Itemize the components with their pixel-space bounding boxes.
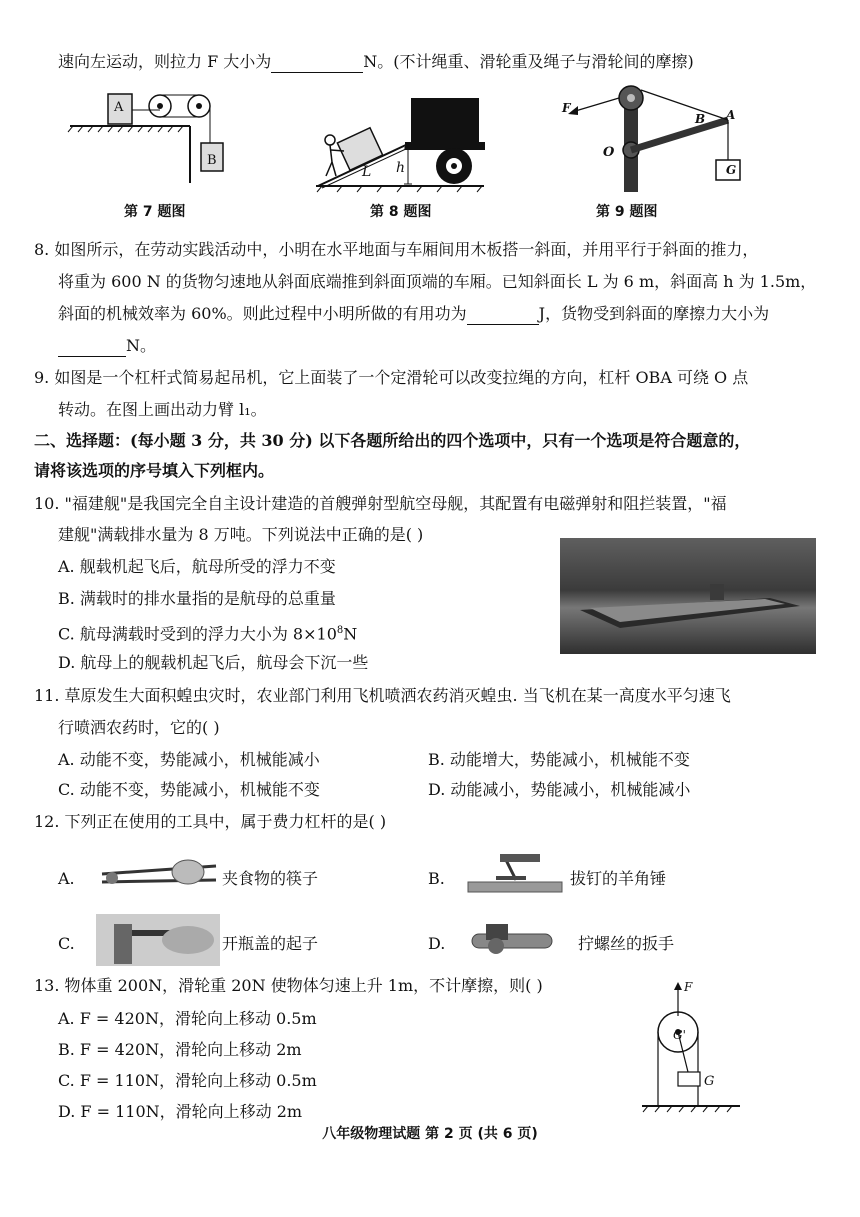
q12-option-b-letter[interactable]: B.	[428, 869, 445, 888]
q11-option-b[interactable]: B. 动能增大，势能减小，机械能不变	[428, 750, 690, 769]
q12-option-d-text: 拧螺丝的扳手	[578, 934, 675, 953]
claw-hammer-image	[466, 850, 564, 896]
figure-8-incline-truck-diagram	[308, 96, 488, 194]
q8-line-3: 斜面的机械效率为 60%。则此过程中小明所做的有用功为 J，货物受到斜面的摩擦力大小为	[58, 304, 770, 323]
q13-stem: 13. 物体重 200N，滑轮重 20N 使物体匀速上升 1m，不计摩擦，则( )	[34, 976, 543, 995]
figure-13-movable-pulley	[640, 982, 750, 1118]
fig8-label-h: h	[396, 160, 406, 176]
q10-line-2: 建舰"满载排水量为 8 万吨。下列说法中正确的是( )	[58, 525, 424, 544]
fig13-label-g-pulley: G'	[673, 1028, 686, 1042]
aircraft-carrier-photo	[560, 538, 816, 654]
section-2-heading: 二、选择题：(每小题 3 分，共 30 分) 以下各题所给出的四个选项中，只有一个选项是符合题意的，	[34, 431, 751, 450]
section-2-instruction: 请将该选项的序号填入下列框内。	[34, 461, 275, 480]
page-footer: 八年级物理试题 第 2 页 (共 6 页)	[322, 1126, 538, 1142]
fig7-label-a: A	[114, 100, 124, 115]
q13-option-b[interactable]: B. F = 420N，滑轮向上移动 2m	[58, 1040, 302, 1059]
q8-friction-blank[interactable]	[58, 340, 126, 357]
q10-option-a[interactable]: A. 舰载机起飞后，航母所受的浮力不变	[58, 557, 336, 576]
fig13-label-f: F	[684, 980, 693, 994]
q12-option-d-letter[interactable]: D.	[428, 934, 446, 953]
q10-option-d[interactable]: D. 航母上的舰载机起飞后，航母会下沉一些	[58, 653, 369, 672]
q11-option-c[interactable]: C. 动能不变，势能减小，机械能不变	[58, 780, 320, 799]
fig9-label-g: G	[726, 163, 737, 177]
fig9-caption: 第 9 题图	[596, 204, 658, 220]
fig9-label-b: B	[695, 112, 706, 126]
fig9-label-f: F	[562, 101, 571, 115]
q12-option-c-text: 开瓶盖的起子	[222, 934, 319, 953]
q8-line-1: 8. 如图所示，在劳动实践活动中，小明在水平地面与车厢间用木板搭一斜面，并用平行于斜面的推力，	[34, 240, 759, 259]
q7-tail-line: 速向左运动，则拉力 F 大小为 N。(不计绳重、滑轮重及绳子与滑轮间的摩擦)	[58, 52, 694, 71]
q8-line-4: N。	[58, 335, 156, 357]
q11-line-1: 11. 草原发生大面积蝗虫灾时，农业部门利用飞机喷洒农药消灭蝗虫. 当飞机在某一高度水平匀速飞	[34, 686, 731, 705]
q10-option-c[interactable]: C. 航母满载时受到的浮力大小为 $8\times 10^8N$	[58, 624, 358, 644]
q12-stem: 12. 下列正在使用的工具中，属于费力杠杆的是( )	[34, 812, 387, 831]
q13-option-a[interactable]: A. F = 420N，滑轮向上移动 0.5m	[58, 1009, 317, 1028]
q13-option-d[interactable]: D. F = 110N，滑轮向上移动 2m	[58, 1102, 303, 1121]
fig9-label-o: O	[603, 145, 615, 160]
q12-option-c-letter[interactable]: C.	[58, 934, 75, 953]
fig7-caption: 第 7 题图	[124, 204, 186, 220]
q11-option-d[interactable]: D. 动能减小，势能减小，机械能减小	[428, 780, 691, 799]
q11-line-2: 行喷洒农药时，它的( )	[58, 718, 220, 737]
fig9-label-a: A	[726, 108, 736, 122]
fig7-label-b: B	[207, 153, 217, 168]
wrench-image	[466, 918, 568, 964]
q7-answer-blank[interactable]	[271, 56, 363, 73]
fig8-label-l: L	[362, 164, 372, 180]
q13-option-c[interactable]: C. F = 110N，滑轮向上移动 0.5m	[58, 1071, 317, 1090]
q12-option-a-text: 夹食物的筷子	[222, 869, 319, 888]
q10-option-b[interactable]: B. 满载时的排水量指的是航母的总重量	[58, 589, 336, 608]
q10-line-1: 10. "福建舰"是我国完全自主设计建造的首艘弹射型航空母舰，其配置有电磁弹射和阻拦装置，"福	[34, 494, 727, 513]
q12-option-b-text: 拔钉的羊角锤	[570, 869, 667, 888]
q8-line-2: 将重为 600 N 的货物匀速地从斜面底端推到斜面顶端的车厢。已知斜面长 L 为 6 m，斜面高 h 为 1.5m，	[58, 272, 817, 291]
chopsticks-image	[100, 852, 218, 896]
bottle-opener-image	[96, 914, 220, 966]
figure-9-lever-crane-diagram	[560, 84, 760, 194]
figure-7-pulley-diagram	[68, 88, 233, 183]
q9-line-2: 转动。在图上画出动力臂 l₁。	[58, 400, 267, 419]
fig8-caption: 第 8 题图	[370, 204, 432, 220]
fig13-label-g: G	[704, 1074, 715, 1089]
q8-useful-work-blank[interactable]	[467, 308, 539, 325]
q9-line-1: 9. 如图是一个杠杆式简易起吊机，它上面装了一个定滑轮可以改变拉绳的方向，杠杆 OBA 可绕 O 点	[34, 368, 749, 387]
q12-option-a-letter[interactable]: A.	[58, 869, 75, 888]
q11-option-a[interactable]: A. 动能不变，势能减小，机械能减小	[58, 750, 320, 769]
